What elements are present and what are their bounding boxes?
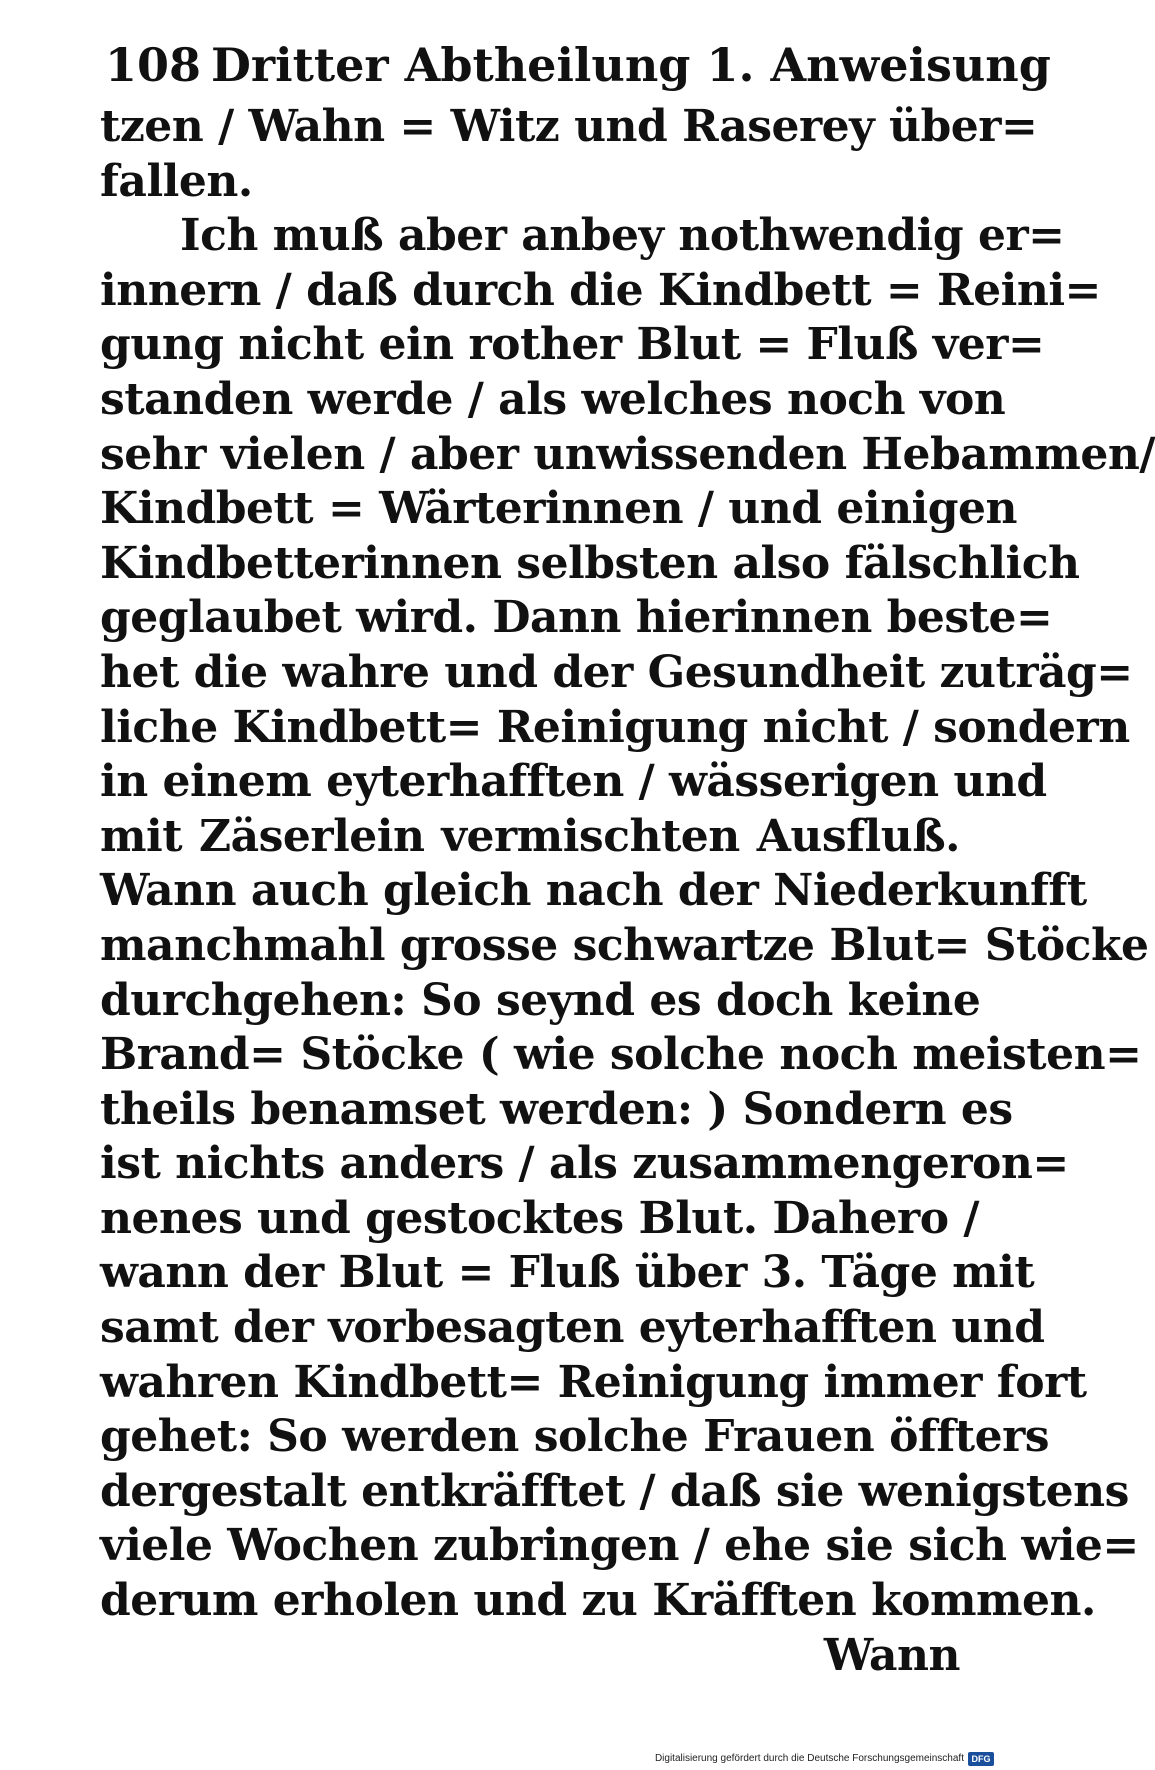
text-line: wahren Kindbett= Reinigung immer fort xyxy=(100,1356,1087,1408)
text-line: tzen / Wahn = Witz und Raserey über= xyxy=(100,101,1038,152)
funding-credit: Digitalisierung gefördert durch die Deutsche Forschungsgemeinschaft xyxy=(654,1753,964,1764)
text-line: ist nichts anders / als zusammengeron= xyxy=(100,1138,1069,1190)
text-line: in einem eyterhafften / wässerigen und xyxy=(100,756,1047,808)
text-line: Kindbetterinnen selbsten also fälschlich xyxy=(100,537,1080,589)
text-line: wann der Blut = Fluß über 3. Täge mit xyxy=(100,1247,1035,1299)
text-line: sehr vielen / aber unwissenden Hebammen/ xyxy=(100,428,1155,480)
text-line: innern / daß durch die Kindbett = Reini= xyxy=(100,264,1101,316)
text-line: Brand= Stöcke ( wie solche noch meisten= xyxy=(100,1029,1142,1081)
text-line: derum erholen und zu Kräfften kommen. xyxy=(100,1575,1096,1627)
text-line: geglaubet wird. Dann hierinnen beste= xyxy=(100,592,1053,644)
text-line: durchgehen: So seynd es doch keine xyxy=(100,974,981,1026)
text-line: standen werde / als welches noch von xyxy=(100,373,1006,425)
text-line: Wann auch gleich nach der Niederkunfft xyxy=(100,865,1087,917)
text-line: liche Kindbett= Reinigung nicht / sondern xyxy=(100,701,1130,753)
running-head xyxy=(105,30,1051,100)
text-line: fallen. xyxy=(100,155,253,207)
text-line: theils benamset werden: ) Sondern es xyxy=(100,1083,1013,1135)
text-line: het die wahre und der Gesundheit zuträg= xyxy=(100,646,1133,698)
text-line: manchmahl grosse schwartze Blut= Stöcke xyxy=(100,919,1149,971)
page-number: 108 xyxy=(105,38,202,92)
text-line: Kindbett = Wärterinnen / und einigen xyxy=(100,483,1018,535)
digitization-footer xyxy=(0,1746,1000,1770)
text-line: nenes und gestocktes Blut. Dahero / xyxy=(100,1192,979,1244)
text-line: gung nicht ein rother Blut = Fluß ver= xyxy=(100,319,1045,371)
text-line: dergestalt entkräfftet / daß sie wenigstens xyxy=(100,1465,1129,1517)
text-line: samt der vorbesagten eyterhafften und xyxy=(100,1302,1045,1354)
text-line: Ich muß aber anbey nothwendig er= xyxy=(180,210,1065,262)
running-head-title: Dritter Abtheilung 1. Anweisung xyxy=(211,38,1051,92)
dfg-logo: DFG xyxy=(968,1752,994,1766)
text-line: gehet: So werden solche Frauen öffters xyxy=(100,1411,1050,1463)
catchword: Wann xyxy=(823,1629,960,1681)
body-text xyxy=(100,100,1155,1683)
text-line: mit Zäserlein vermischten Ausfluß. xyxy=(100,810,960,862)
text-line: viele Wochen zubringen / ehe sie sich wie= xyxy=(100,1520,1139,1572)
